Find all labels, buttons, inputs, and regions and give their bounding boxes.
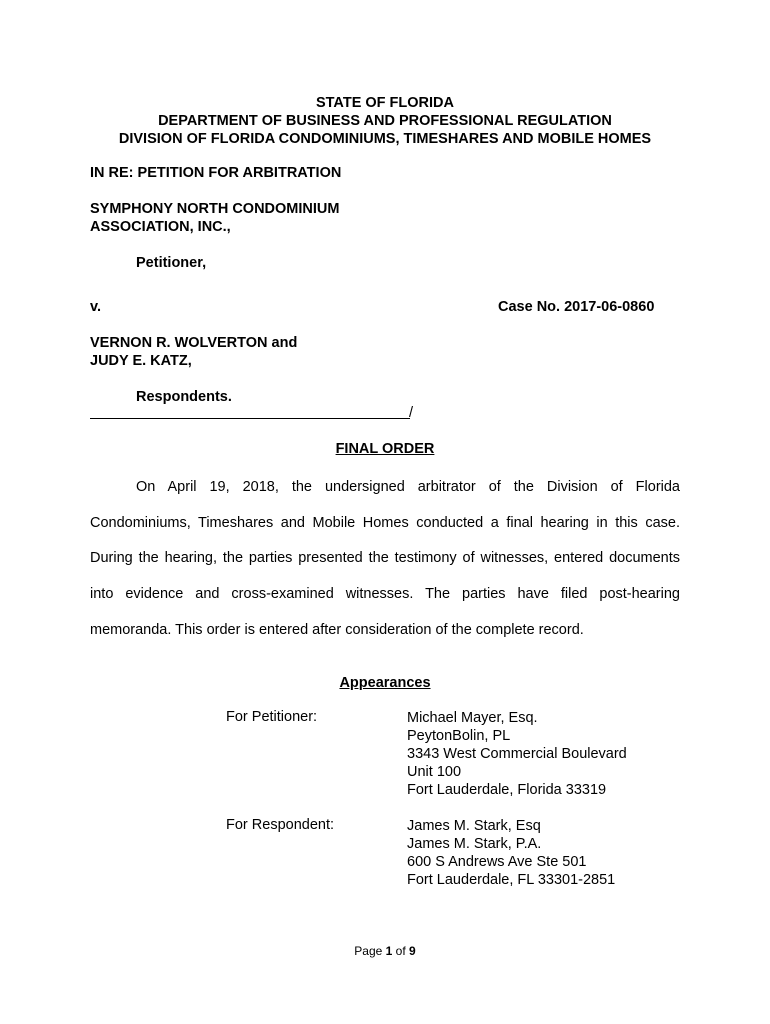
respondent-name-line-2: JUDY E. KATZ,: [90, 353, 192, 369]
page-current: 1: [385, 944, 393, 958]
address-line: Fort Lauderdale, FL 33301-2851: [407, 872, 616, 888]
respondent-counsel-address: [407, 817, 615, 889]
caption-rule-line: [90, 418, 410, 419]
paragraph-line-4: into evidence and cross-examined witnesses. The parties have filed post-hearing: [90, 586, 680, 602]
petitioner-counsel-address: [407, 709, 627, 799]
petitioner-counsel-label: For Petitioner:: [226, 709, 318, 725]
page-footer: [0, 944, 770, 958]
paragraph-line-2: Condominiums, Timeshares and Mobile Homes conducted a final hearing in this case.: [90, 515, 680, 531]
header-division: DIVISION OF FLORIDA CONDOMINIUMS, TIMESHARES AND MOBILE HOMES: [118, 131, 652, 147]
appearances-title: Appearances: [339, 675, 431, 691]
address-line: 3343 West Commercial Boulevard: [407, 746, 627, 762]
header-state: STATE OF FLORIDA: [315, 95, 454, 111]
in-re-line: IN RE: PETITION FOR ARBITRATION: [90, 165, 342, 181]
address-line: 600 S Andrews Ave Ste 501: [407, 854, 587, 870]
page-word: Page: [354, 944, 383, 958]
address-line: James M. Stark, P.A.: [407, 836, 542, 852]
address-line: Michael Mayer, Esq.: [407, 710, 538, 726]
address-line: Fort Lauderdale, Florida 33319: [407, 782, 607, 798]
paragraph-line-5: memoranda. This order is entered after consideration of the complete record.: [90, 622, 584, 638]
case-number: Case No. 2017-06-0860: [498, 299, 655, 315]
respondent-role: Respondents.: [136, 389, 232, 405]
caption-rule-slash: /: [409, 405, 414, 421]
petitioner-name-line-1: SYMPHONY NORTH CONDOMINIUM: [90, 201, 340, 217]
address-line: James M. Stark, Esq: [407, 818, 541, 834]
paragraph-line-3: During the hearing, the parties presented the testimony of witnesses, entered documents: [90, 550, 680, 566]
petitioner-name-line-2: ASSOCIATION, INC.,: [90, 219, 231, 235]
address-line: PeytonBolin, PL: [407, 728, 511, 744]
petitioner-role: Petitioner,: [136, 255, 207, 271]
versus-label: v.: [90, 299, 102, 315]
final-order-title: FINAL ORDER: [335, 441, 435, 457]
respondent-name-line-1: VERNON R. WOLVERTON and: [90, 335, 298, 351]
of-word: of: [395, 944, 406, 958]
respondent-counsel-label: For Respondent:: [226, 817, 335, 833]
address-line: Unit 100: [407, 764, 462, 780]
paragraph-line-1: On April 19, 2018, the undersigned arbitrator of the Division of Florida: [136, 479, 680, 495]
header-department: DEPARTMENT OF BUSINESS AND PROFESSIONAL REGULATION: [158, 113, 612, 129]
page-total: 9: [409, 944, 416, 958]
